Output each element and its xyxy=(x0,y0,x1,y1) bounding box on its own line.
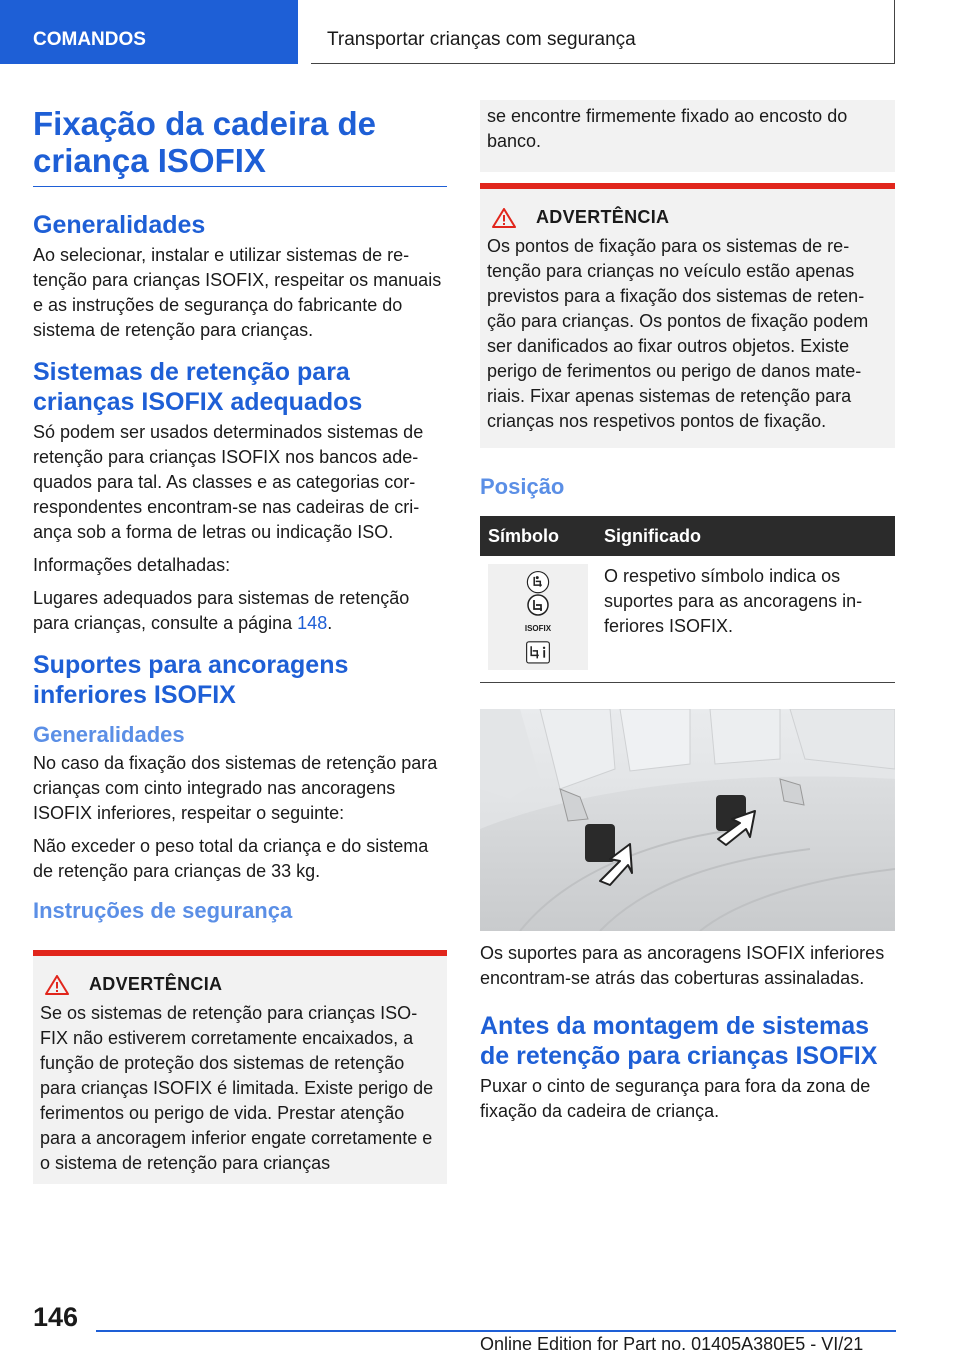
isofix-symbol xyxy=(524,594,552,641)
table-bottom-rule xyxy=(480,682,895,683)
header-section-tab: COMANDOS xyxy=(0,0,298,64)
footer-edition: Online Edition for Part no. 01405A380E5 - VI/21 xyxy=(480,1334,864,1354)
left-column xyxy=(33,100,447,1184)
warning-continuation-box xyxy=(480,100,895,172)
anchor-subheading: Generalidades xyxy=(33,722,185,747)
isofix-label: ISOFIX xyxy=(524,624,552,634)
position-heading: Posição xyxy=(480,474,565,499)
isofix-seat-icon xyxy=(524,594,552,616)
symbol-table xyxy=(480,516,895,682)
info-label: Informações detalhadas: xyxy=(33,555,231,575)
general-heading: Generalidades xyxy=(33,211,206,239)
before-heading: Antes da montagem de sistemas de retenção para crianças ISOFIX xyxy=(480,1012,878,1070)
image-caption: Os suportes para as ancoragens ISOFIX inferiores encontram-se atrás das coberturas assinaladas. xyxy=(480,943,885,988)
rear-seat-image xyxy=(480,709,895,931)
warning-box-right xyxy=(480,183,895,448)
general-text: Ao selecionar, instalar e utilizar sistemas de retenção para crianças ISOFIX, respeitar os manuais e as instruções de segurança do fabricante do sistema de retenção para crianças. xyxy=(33,245,442,340)
warning-header xyxy=(487,207,887,228)
warning-box-left xyxy=(33,950,447,1184)
page-number: 146 xyxy=(33,1302,79,1332)
footer-rule xyxy=(96,1330,896,1332)
suitable-heading: Sistemas de retenção para crianças ISOFIX adequados xyxy=(33,358,363,416)
isofix-info-icon xyxy=(522,641,554,664)
warning-header xyxy=(40,974,439,995)
weight-text: Não exceder o peso total da criança e do sistema de retenção para crianças de 33 kg. xyxy=(33,836,429,881)
warning-triangle-icon xyxy=(492,208,516,228)
page-title: Fixação da cadeira de criança ISOFIX xyxy=(33,100,447,187)
right-column xyxy=(480,100,895,1132)
warning-title: ADVERTÊNCIA xyxy=(89,974,223,994)
anchor-heading: Suportes para ancoragens inferiores ISOFIX xyxy=(33,651,349,709)
suitable-section xyxy=(33,357,447,636)
general-section xyxy=(33,210,447,343)
before-text: Puxar o cinto de segurança para fora da zona de fixação da cadeira de criança. xyxy=(480,1076,871,1121)
warning-triangle-icon xyxy=(45,975,69,995)
safety-heading: Instruções de segurança xyxy=(33,898,293,923)
table-header-row xyxy=(480,516,895,556)
symbol-icons xyxy=(488,564,588,670)
warning-title: ADVERTÊNCIA xyxy=(536,207,670,227)
page-link[interactable]: 148 xyxy=(297,613,328,633)
table-header-meaning: Significado xyxy=(596,516,895,556)
seat-isofix-illustration xyxy=(480,709,895,931)
places-text-end: . xyxy=(327,613,333,633)
meaning-cell: O respetivo símbolo indica os suportes para as ancoragens inferiores ISOFIX. xyxy=(604,566,863,636)
places-text-body: Lugares adequados para sistemas de retenção para crianças, consulte a página xyxy=(33,588,410,633)
table-header-symbol: Símbolo xyxy=(480,516,596,556)
warning-text: Os pontos de fixação para os sistemas de retenção para crianças no veículo estão apenas previstos para a fixação dos sistemas de retenção para crianças. Os pontos de fixação podem ser danificados ao fixar outros objetos. Existe perigo de ferimentos ou perigo de danos materiais. Fixar apenas sistemas de retenção para crianças nos respetivos pontos de fixação. xyxy=(487,236,869,431)
anchor-text: No caso da fixação dos sistemas de retenção para crianças com cinto integrado nas ancoragens ISOFIX inferiores, respeitar o seguinte: xyxy=(33,753,438,823)
header-chapter-title: Transportar crianças com segurança xyxy=(311,0,895,64)
symbol-cell xyxy=(480,556,596,682)
anchor-section xyxy=(33,650,447,924)
suitable-text: Só podem ser usados determinados sistemas de retenção para crianças ISOFIX nos bancos adequados para tal. As classes e as categorias correspondentes encontram-se nas cadeiras de criança sob a forma de letras ou indicação ISO. xyxy=(33,422,424,542)
places-text xyxy=(33,586,447,636)
child-seat-anchor-icon xyxy=(522,570,554,594)
warning-text: Se os sistemas de retenção para crianças ISOFIX não estiverem corretamente encaixados, a função de proteção dos sistemas de retenção para crianças ISOFIX é limitada. Existe perigo de ferimentos ou perigo de vida. Prestar atenção para a ancoragem inferior engate corretamente e o sistema de retenção para crianças xyxy=(40,1003,434,1173)
warning-continuation-text: se encontre firmemente fixado ao encosto do banco. xyxy=(487,106,848,151)
table-row xyxy=(480,556,895,682)
